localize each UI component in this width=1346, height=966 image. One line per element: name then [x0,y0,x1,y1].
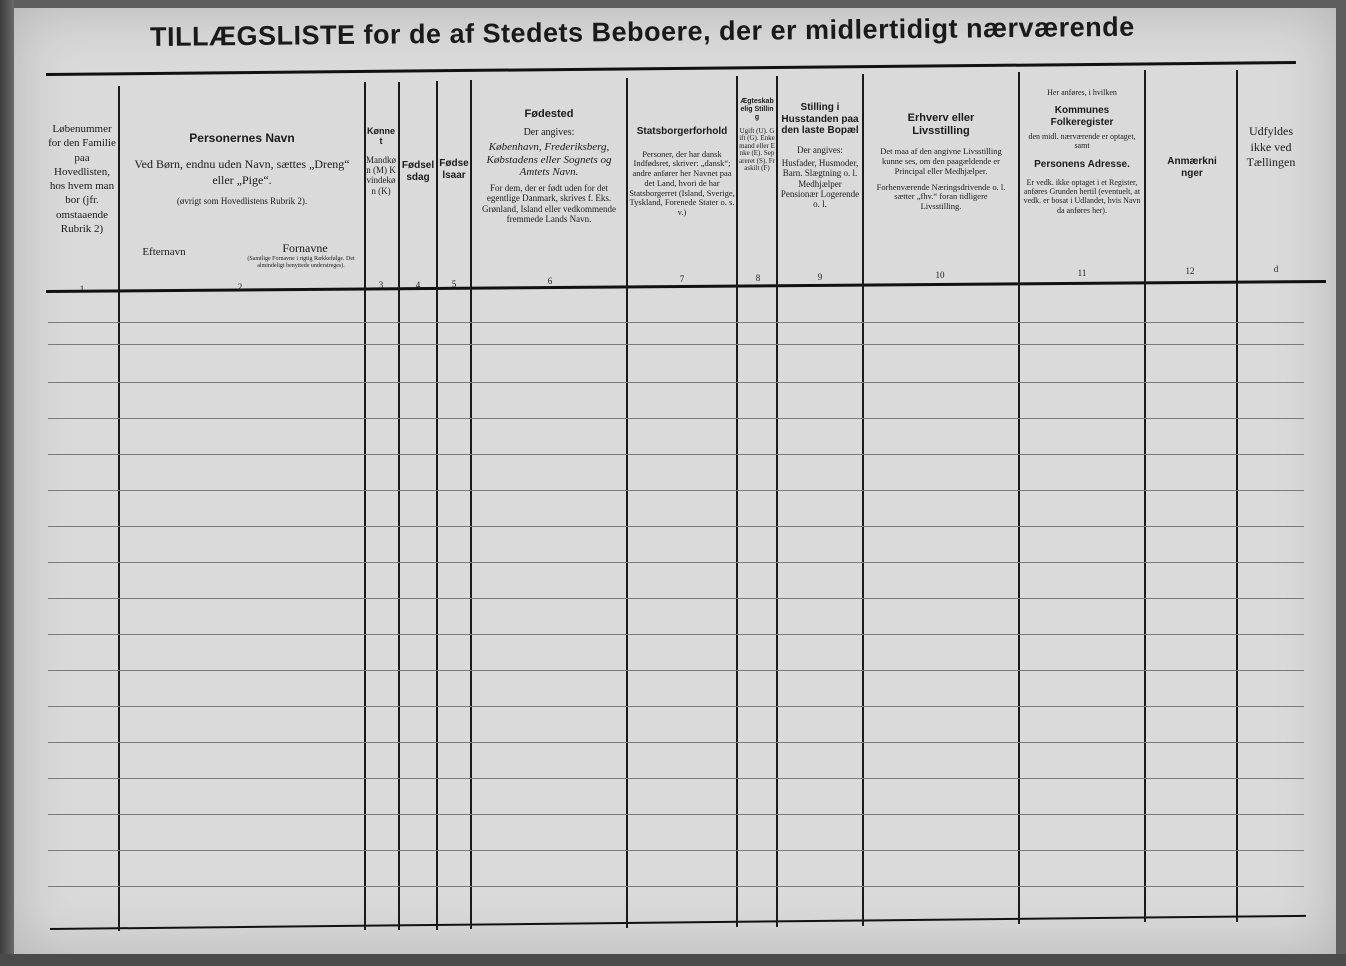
col9-text: Husfader, Husmoder, Barn. Slægtning o. l. Medhjælper Pensionær Logerende o. l. [780,157,860,210]
row-line [48,706,1304,707]
col1-header [48,122,116,236]
col11-text1: den midl. nærværende er optaget, samt [1028,132,1136,151]
col7-heading: Statsborgerforhold [636,126,728,137]
col-line-5 [470,80,472,929]
scan-bottom-edge [0,954,1346,966]
col-line-4 [436,81,438,930]
col5-number: 5 [451,279,457,289]
col8-number: 8 [755,273,761,283]
col-line-6 [626,78,628,928]
col2-sub-right: Fornavne [282,241,328,255]
col5-heading: Fødselsaar [439,158,469,181]
row-line [48,526,1304,527]
cold-text: Udfyldes ikke ved Tællingen [1246,124,1296,170]
col7-text: Personer, der har dansk Indfødsret, skriver: „dansk“; andre anfører her Navnet paa det Land, hvori de har Statsborgerret (Island, Sverige, Tyskland, Forenede Stater o. s. v.) [629,148,735,218]
row-line [48,598,1304,599]
col6-sub: Der angives: [523,126,575,138]
col2-header [126,132,358,207]
col2-note: Ved Børn, endnu uden Navn, sættes „Dreng“ eller „Pige“. [134,156,350,187]
row-line [48,562,1304,563]
col11-pre: Her anføres, i hvilken [1047,88,1117,97]
col7-number: 7 [679,274,685,284]
col-line-1 [118,86,120,931]
col9-heading: Stilling i Husstanden paa den laste Bopæl [781,102,859,136]
col10-text2: Forhenværende Næringsdrivende o. l. sætter „fhv.“ foran tidligere Livsstilling. [876,181,1006,212]
col2-sub-note: (Samtlige Fornavne i rigtig Rækkefølge. Det almindeligt benyttede understreges). [247,256,355,269]
col11-heading2: Personens Adresse. [1034,158,1130,170]
row-line [48,778,1304,779]
col8-header [739,98,775,172]
row-line [48,382,1304,383]
row-line [48,490,1304,491]
col3-number: 3 [378,280,384,290]
cold-number: d [1273,264,1279,274]
col1-text: Løbenummer for den Familie paa Hovedlisten, hos hvem man bor (jfr. omstaaende Rubrik 2) [48,123,116,236]
col3-header [366,126,396,196]
col10-text1: Det maa af den angivne Livsstilling kunne ses, om den paagældende er Principal eller Medhjælper. [880,146,1002,176]
col12-number: 12 [1185,266,1195,276]
col11-text2: Er vedk. ikke optaget i et Register, anføres Grunden hertil (eventuelt, at vedk. er bosat i Udlandet, hvis Navn da anføres her). [1023,178,1141,215]
row-line [48,634,1304,635]
col6-text1: København, Frederiksberg, Købstadens eller Sognets og Amtets Navn. [486,141,612,179]
col-line-12 [1236,70,1238,922]
col-line-9 [862,74,864,926]
col11-number: 11 [1077,268,1087,278]
scan-left-edge [0,0,14,966]
row-line [48,814,1304,815]
col9-sub: Der angives: [797,144,843,155]
col12-header [1150,156,1234,179]
col10-header [866,112,1016,212]
form-title: TILLÆGSLISTE for de af Stedets Beboere, der er midlertidigt nærværende [149,11,1135,52]
col6-heading: Fødested [524,108,574,120]
col-line-7 [736,76,738,927]
cold-header [1244,124,1298,171]
col12-heading: Anmærkninger [1167,156,1217,179]
col4-number: 4 [415,280,421,290]
col6-text2: For dem, der er født uden for det egentlige Danmark, skrives f. Eks. Grønland, Island eller vedkommende fremmede Lands Navn. [482,183,616,225]
col5-header [439,158,469,181]
col8-text: Ugift (U). Gift (G). Enkemand eller Enke (E). Separeret (S). Fraskilt (F) [739,127,775,172]
row-line [48,670,1304,671]
row-line [48,742,1304,743]
col-line-8 [776,76,778,927]
col11-heading: Kommunes Folkeregister [1050,105,1114,128]
row-line [48,454,1304,455]
col3-heading: Kønnet [367,126,395,147]
col10-number: 10 [935,270,945,280]
col3-text: Mandkøn (M) Kvindekøn (K) [366,154,396,196]
row-line [48,322,1304,323]
col2-sub-left: Efternavn [142,246,186,258]
row-line [48,418,1304,419]
col2-heading: Personernes Navn [189,131,295,145]
col9-number: 9 [817,272,823,282]
col4-header [401,160,435,183]
col1-number: 1 [79,284,85,294]
col-line-3 [398,82,400,930]
col7-header [629,126,735,218]
row-line [48,850,1304,851]
col9-header [779,102,861,210]
col10-heading: Erhverv eller Livsstilling [907,112,975,137]
col4-heading: Fødselsdag [401,160,435,183]
col11-header [1021,88,1143,215]
col2-ref: (øvrigt som Hovedlistens Rubrik 2). [176,196,308,207]
col-line-2 [364,82,366,930]
col2-number: 2 [237,282,243,292]
row-line [48,344,1304,345]
col6-number: 6 [547,276,553,286]
col-line-10 [1018,72,1020,924]
col-line-11 [1144,70,1146,922]
row-line [48,886,1304,887]
col6-header [474,108,624,224]
col8-heading: Ægteskabelig Stilling [740,98,774,122]
